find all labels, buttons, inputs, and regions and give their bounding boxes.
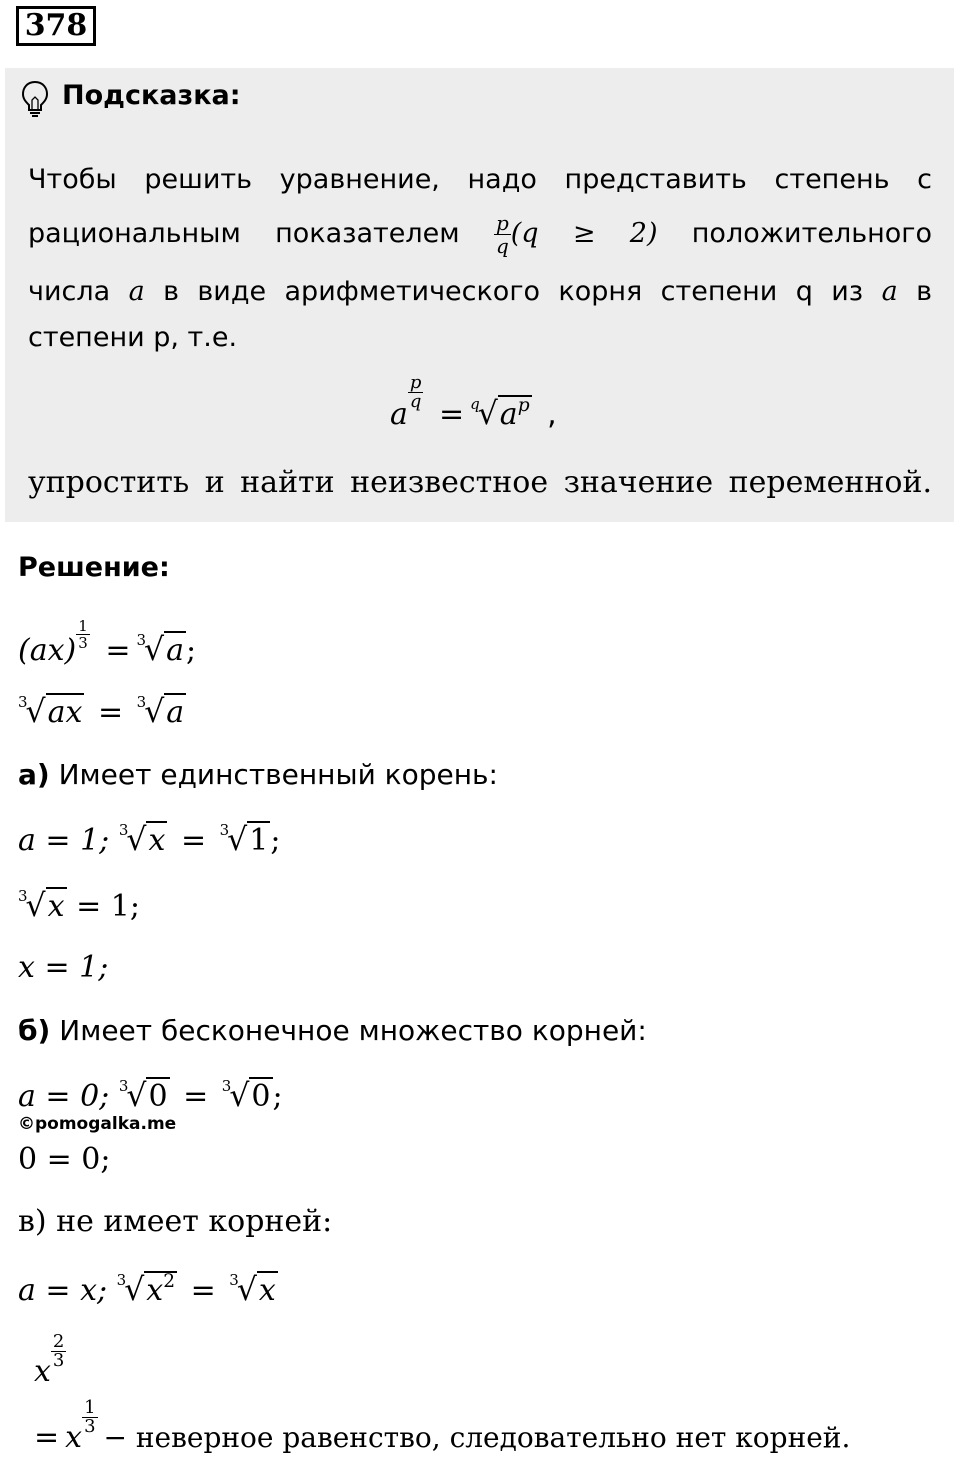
solution-label: Решение: xyxy=(18,552,170,583)
case-a-eq-1: a = 1; $^3$√x = $^3$√1; xyxy=(18,821,281,858)
case-c-eq1-radicand-1-exp: 2 xyxy=(163,1270,176,1292)
fraction-p-over-q xyxy=(494,212,511,257)
eq2-radicand-2: a xyxy=(166,695,185,730)
hint-line-2-text-b: положительного xyxy=(691,218,932,249)
case-a-eq-2: $^3$√x = 1; xyxy=(18,887,140,924)
case-a-eq1-radicand-2: 1 xyxy=(249,823,269,858)
case-c-eq3-exponent xyxy=(82,1396,97,1437)
case-a-eq-3: x = 1; xyxy=(18,950,109,985)
formula-root: $^q√a^p$ xyxy=(470,394,530,432)
case-c-eq1-lhs: a = x; xyxy=(18,1273,108,1308)
eq1-radicand: a xyxy=(166,633,184,668)
case-c-eq3-equals: = xyxy=(34,1420,60,1455)
case-c-eq1-radicand-1-base: x xyxy=(146,1273,164,1308)
case-a-eq1-equals: = xyxy=(180,823,207,858)
case-a-eq1-index-1: 3 xyxy=(118,821,129,839)
case-c-eq-3 xyxy=(34,1396,851,1455)
formula-exponent xyxy=(408,371,424,412)
var-a-2: a xyxy=(881,276,898,307)
formula-base: a xyxy=(390,397,408,432)
hint-line-4: степени p, т.е. xyxy=(28,322,238,353)
case-c-eq1-radicand-2: x xyxy=(258,1273,276,1308)
case-b-eq1-tail: ; xyxy=(272,1079,283,1114)
fraction-denominator: q xyxy=(495,234,509,258)
lightbulb-icon xyxy=(20,80,50,118)
case-c-eq3-exp-den: 3 xyxy=(84,1415,96,1437)
case-c-eq2-base: x xyxy=(34,1354,51,1389)
formula-exp-num: p xyxy=(409,371,422,393)
case-c-eq2-exponent xyxy=(51,1330,66,1371)
solution-eq-2: $^3$√ax = $^3$√a xyxy=(18,693,185,730)
case-c-eq-2 xyxy=(34,1330,66,1389)
hint-line-1: Чтобы решить уравнение, надо представить степень с xyxy=(28,164,932,195)
hint-line-3-text-c: в xyxy=(916,276,932,307)
formula-root-index: q xyxy=(470,395,480,413)
case-a-text: Имеет единственный корень: xyxy=(58,758,498,791)
formula-equals: = xyxy=(438,397,465,432)
case-b-eq1-index-2: 3 xyxy=(221,1077,232,1095)
eq1-root-index: 3 xyxy=(136,631,146,649)
eq1-exp-den: 3 xyxy=(78,633,88,652)
case-b-eq-1: a = 0; $^3$√0 = $^3$√0; xyxy=(18,1077,283,1114)
case-b-heading xyxy=(18,1014,647,1047)
case-a-eq2-index: 3 xyxy=(18,887,28,905)
case-c-eq1-equals: = xyxy=(190,1273,216,1308)
case-b-eq1-lhs: a = 0; xyxy=(18,1079,110,1114)
eq2-root-index-1: 3 xyxy=(18,693,28,711)
eq1-tail: ; xyxy=(185,633,197,668)
eq2-equals: = xyxy=(97,695,124,730)
hint-line-2-math xyxy=(494,211,692,258)
case-c-eq1-index-2: 3 xyxy=(229,1271,239,1289)
solution-eq-1 xyxy=(18,616,197,672)
eq1-equals: = xyxy=(105,633,131,668)
case-a-eq1-tail: ; xyxy=(270,823,281,858)
case-b-eq1-radicand-2: 0 xyxy=(251,1079,271,1114)
case-c-eq3-base: x xyxy=(65,1420,83,1455)
problem-number: 378 xyxy=(16,6,96,46)
case-a-eq1-lhs: a = 1; xyxy=(18,823,110,858)
formula-radicand-base: a xyxy=(499,397,518,432)
formula-radicand xyxy=(498,395,532,432)
condition-q: (q ≥ 2) xyxy=(510,218,658,249)
hint-last-line: упростить и найти неизвестное значение переменной. xyxy=(28,465,932,500)
case-a-eq1-index-2: 3 xyxy=(219,821,230,839)
hint-line-3 xyxy=(28,274,932,310)
case-a-heading xyxy=(18,758,498,791)
hint-line-2-text-a: рациональным показателем xyxy=(28,218,460,249)
hint-formula xyxy=(390,371,557,442)
case-c-eq1-index-1: 3 xyxy=(116,1271,127,1289)
eq2-root-index-2: 3 xyxy=(136,693,147,711)
case-c-eq3-text: − неверное равенство, следовательно нет корней. xyxy=(103,1421,851,1454)
hint-line-3-text-b: в виде арифметического корня степени q из xyxy=(163,276,864,307)
case-b-label: б) xyxy=(18,1014,51,1047)
var-a: a xyxy=(128,276,145,307)
case-b-eq-2: 0 = 0; xyxy=(18,1142,111,1177)
case-a-eq1-radicand-1: x xyxy=(148,823,166,858)
eq1-exp-num: 1 xyxy=(78,616,88,635)
fraction-numerator: p xyxy=(495,211,509,235)
case-c-eq-1: a = x; $^3√x^2 = ^3√x$ xyxy=(18,1270,276,1308)
formula-comma: , xyxy=(547,397,557,432)
eq1-lhs: (ax) xyxy=(18,633,77,668)
eq1-exponent xyxy=(76,618,90,651)
case-c-eq2-exp-den: 3 xyxy=(52,1349,65,1371)
case-c-eq1-radicand-1 xyxy=(144,1271,177,1308)
hint-line-3-text-a: числа xyxy=(28,276,111,307)
watermark: ©pomogalka.me xyxy=(18,1114,177,1134)
case-c-heading: в) не имеет корней: xyxy=(18,1204,333,1239)
formula-radicand-exp: p xyxy=(517,394,530,416)
hint-line-2 xyxy=(28,212,932,257)
formula-exp-den: q xyxy=(409,390,422,412)
case-c-eq3-exp-num: 1 xyxy=(84,1396,96,1418)
eq2-radicand-1: ax xyxy=(47,695,83,730)
case-b-text: Имеет бесконечное множество корней: xyxy=(59,1014,647,1047)
eq1-root: $^3$√a xyxy=(136,631,184,668)
case-c-eq2-exp-num: 2 xyxy=(52,1330,65,1352)
case-b-eq1-radicand-1: 0 xyxy=(148,1079,168,1114)
case-a-label: а) xyxy=(18,758,50,791)
case-a-eq2-rest: = 1; xyxy=(76,889,140,924)
case-a-eq2-radicand: x xyxy=(47,889,65,924)
hint-title: Подсказка: xyxy=(62,80,241,111)
case-b-eq1-index-1: 3 xyxy=(118,1077,129,1095)
case-b-eq1-equals: = xyxy=(183,1079,209,1114)
